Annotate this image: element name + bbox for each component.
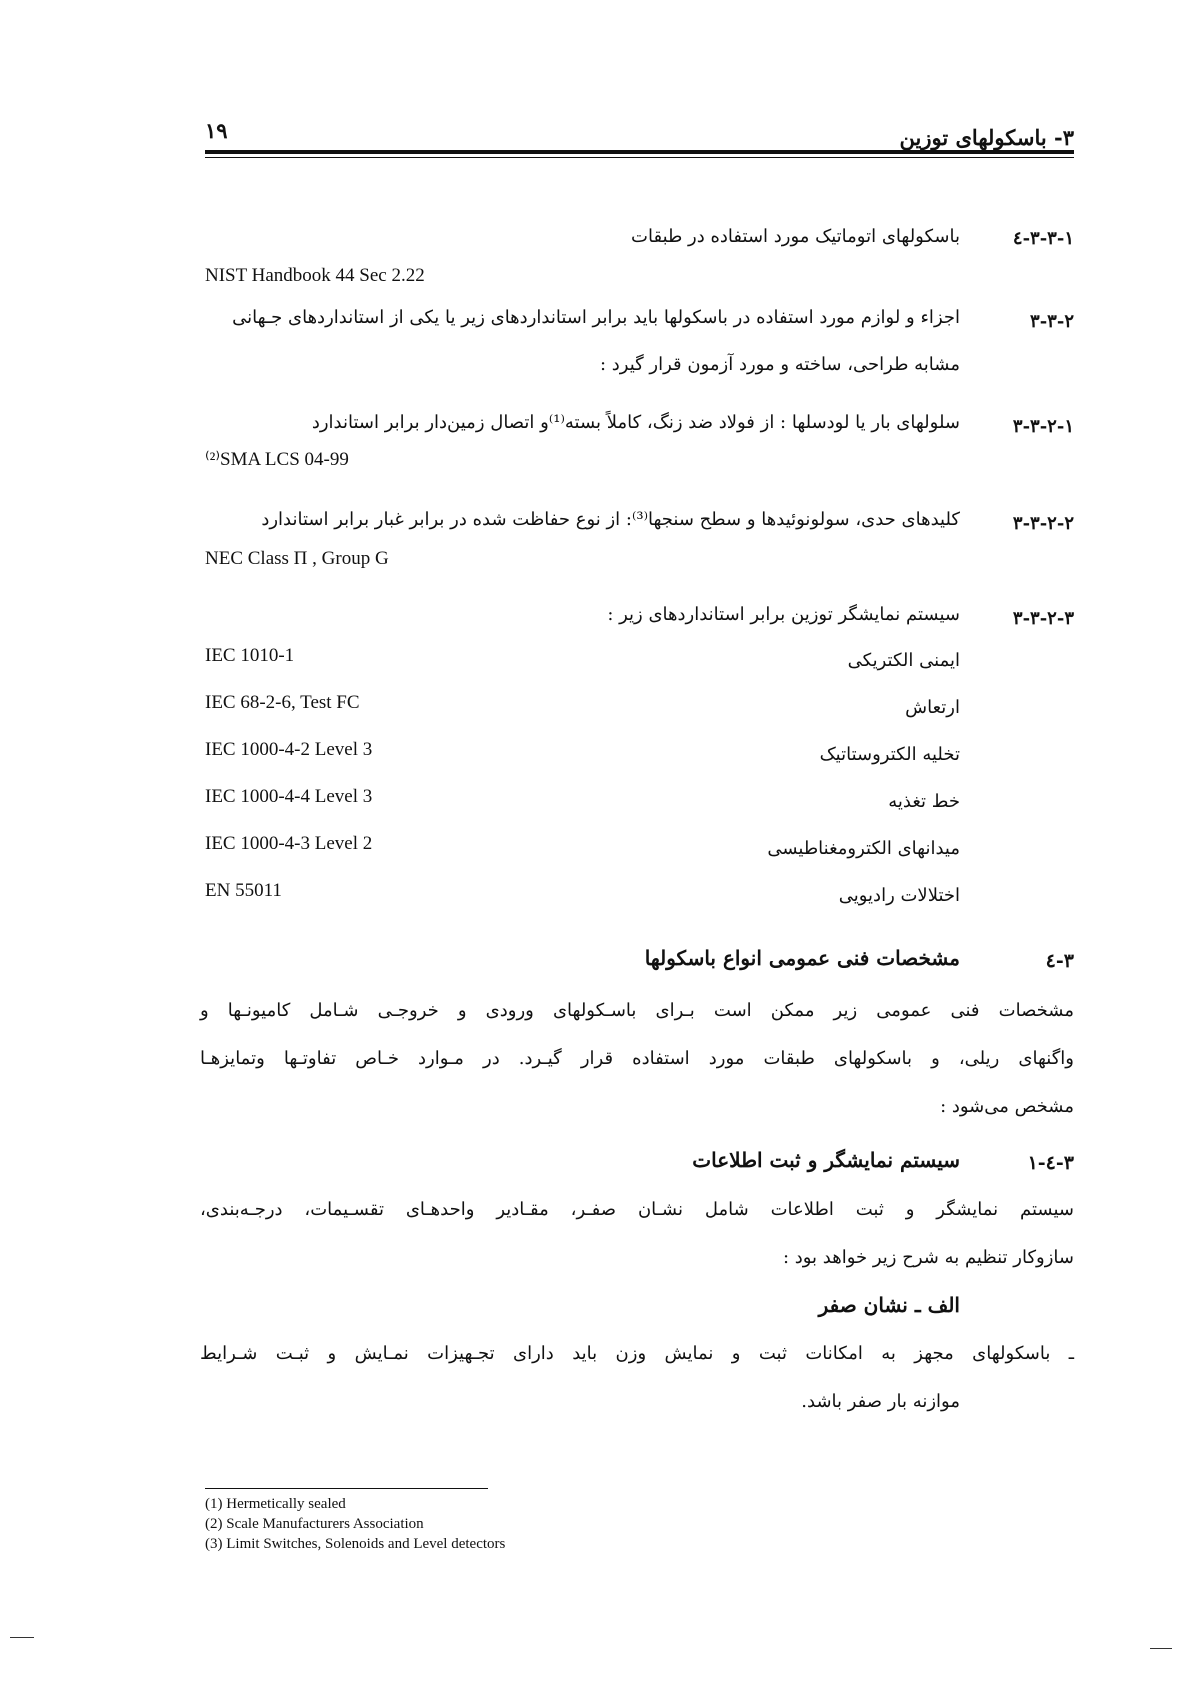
paragraph-341-line2: سازوکار تنظیم به شرح زیر خواهد بود :: [782, 1247, 1074, 1268]
standards-row-value: IEC 1000-4-3 Level 2: [205, 833, 373, 854]
standards-row-label: میدانهای الکترومغناطیسی: [767, 838, 960, 859]
standard-nec: NEC Class Π , Group G: [205, 548, 389, 569]
section-text-332-line2: مشابه طراحی، ساخته و مورد آزمون قرار گیرد :: [599, 354, 960, 375]
paragraph-34-line2: واگنهای ریلی، و باسکولهای طبقات مورد استفاده قرار گیـرد. در مـوارد خـاص تفاوتـها وتمایزهـا: [200, 1048, 1074, 1069]
paragraph-341-line3: ـ باسکولهای مجهز به امکانات ثبت و نمایش وزن باید دارای تجـهیزات نمـایش و ثبـت شـرایط: [200, 1343, 1074, 1364]
standards-row-label: تخلیه الکتروستاتیک: [819, 744, 960, 765]
paragraph-34-line3: مشخص می‌شود :: [940, 1096, 1074, 1117]
footnote-3: (3) Limit Switches, Solenoids and Level detectors: [205, 1536, 506, 1552]
section-number-341: ۳-٤-۱: [1027, 1152, 1074, 1174]
scan-mark-left: [10, 1637, 34, 1638]
standards-row-value: EN 55011: [205, 880, 282, 901]
page-number: ۱۹: [205, 118, 228, 143]
paragraph-341-line1: سیستم نمایشگر و ثبت اطلاعات شامل نشـان صفـر، مقـادیر واحدهـای تقسـیمات، درجـه‌بندی،: [200, 1199, 1075, 1220]
section-heading-34: مشخصات فنی عمومی انواع باسکولها: [644, 946, 960, 970]
scan-mark-right: [1150, 1648, 1172, 1649]
header-rule-thin: [205, 157, 1074, 158]
section-number-3321: ۳-۳-۲-۱: [1012, 416, 1074, 437]
section-text-3322: کلیدهای حدی، سولونوئیدها و سطح سنجها⁽³⁾: از نوع حفاظت شده در برابر غبار برابر استاندارد: [261, 509, 960, 530]
standards-row-value: IEC 1010-1: [205, 645, 295, 666]
paragraph-341-line4: موازنه بار صفر باشد.: [801, 1391, 960, 1412]
footnote-1: (1) Hermetically sealed: [205, 1496, 346, 1512]
section-number-3323: ۳-۳-۲-۳: [1012, 608, 1074, 629]
standards-row-value: IEC 1000-4-4 Level 3: [205, 786, 373, 807]
standard-sma: ⁽²⁾SMA LCS 04-99: [205, 449, 349, 470]
chapter-title: ۳- باسکولهای توزین: [899, 125, 1074, 150]
standards-row-value: IEC 1000-4-2 Level 3: [205, 739, 373, 760]
standards-row-label: اختلالات رادیویی: [838, 885, 960, 906]
section-text-3323: سیستم نمایشگر توزین برابر استانداردهای زیر :: [607, 604, 960, 625]
sub-heading-zero: الف ـ نشان صفر: [818, 1293, 960, 1317]
standard-nist: NIST Handbook 44 Sec 2.22: [205, 265, 425, 286]
paragraph-34-line1: مشخصات فنی عمومی زیر ممکن است بـرای باسـکولهای ورودی و خروجـی شـامل کامیونـها و: [200, 1000, 1074, 1021]
section-text-332-line1: اجزاء و لوازم مورد استفاده در باسکولها باید برابر استانداردهای زیر یا یکی از استانداردهای جـهانی: [232, 307, 960, 328]
section-text-3321: سلولهای بار یا لودسلها : از فولاد ضد زنگ، کاملاً بسته⁽¹⁾و اتصال زمین‌دار برابر استاندارد: [311, 412, 960, 433]
footnote-2: (2) Scale Manufacturers Association: [205, 1516, 424, 1532]
standards-row-label: خط تغذیه: [888, 791, 960, 812]
footnote-rule: [205, 1488, 488, 1489]
section-number-34: ۳-٤: [1045, 950, 1074, 972]
section-number-332: ۳-۳-۲: [1030, 311, 1074, 332]
standards-row-label: ارتعاش: [905, 697, 960, 718]
section-text-3314: باسکولهای اتوماتیک مورد استفاده در طبقات: [631, 226, 960, 247]
section-number-3314: ۳-۳-۱-٤: [1012, 228, 1074, 249]
standards-row-label: ایمنی الکتریکی: [847, 650, 960, 671]
section-number-3322: ۳-۳-۲-۲: [1012, 513, 1074, 534]
section-heading-341: سیستم نمایشگر و ثبت اطلاعات: [692, 1148, 960, 1172]
header-rule-thick: [205, 150, 1074, 154]
standards-row-value: IEC 68-2-6, Test FC: [205, 692, 360, 713]
